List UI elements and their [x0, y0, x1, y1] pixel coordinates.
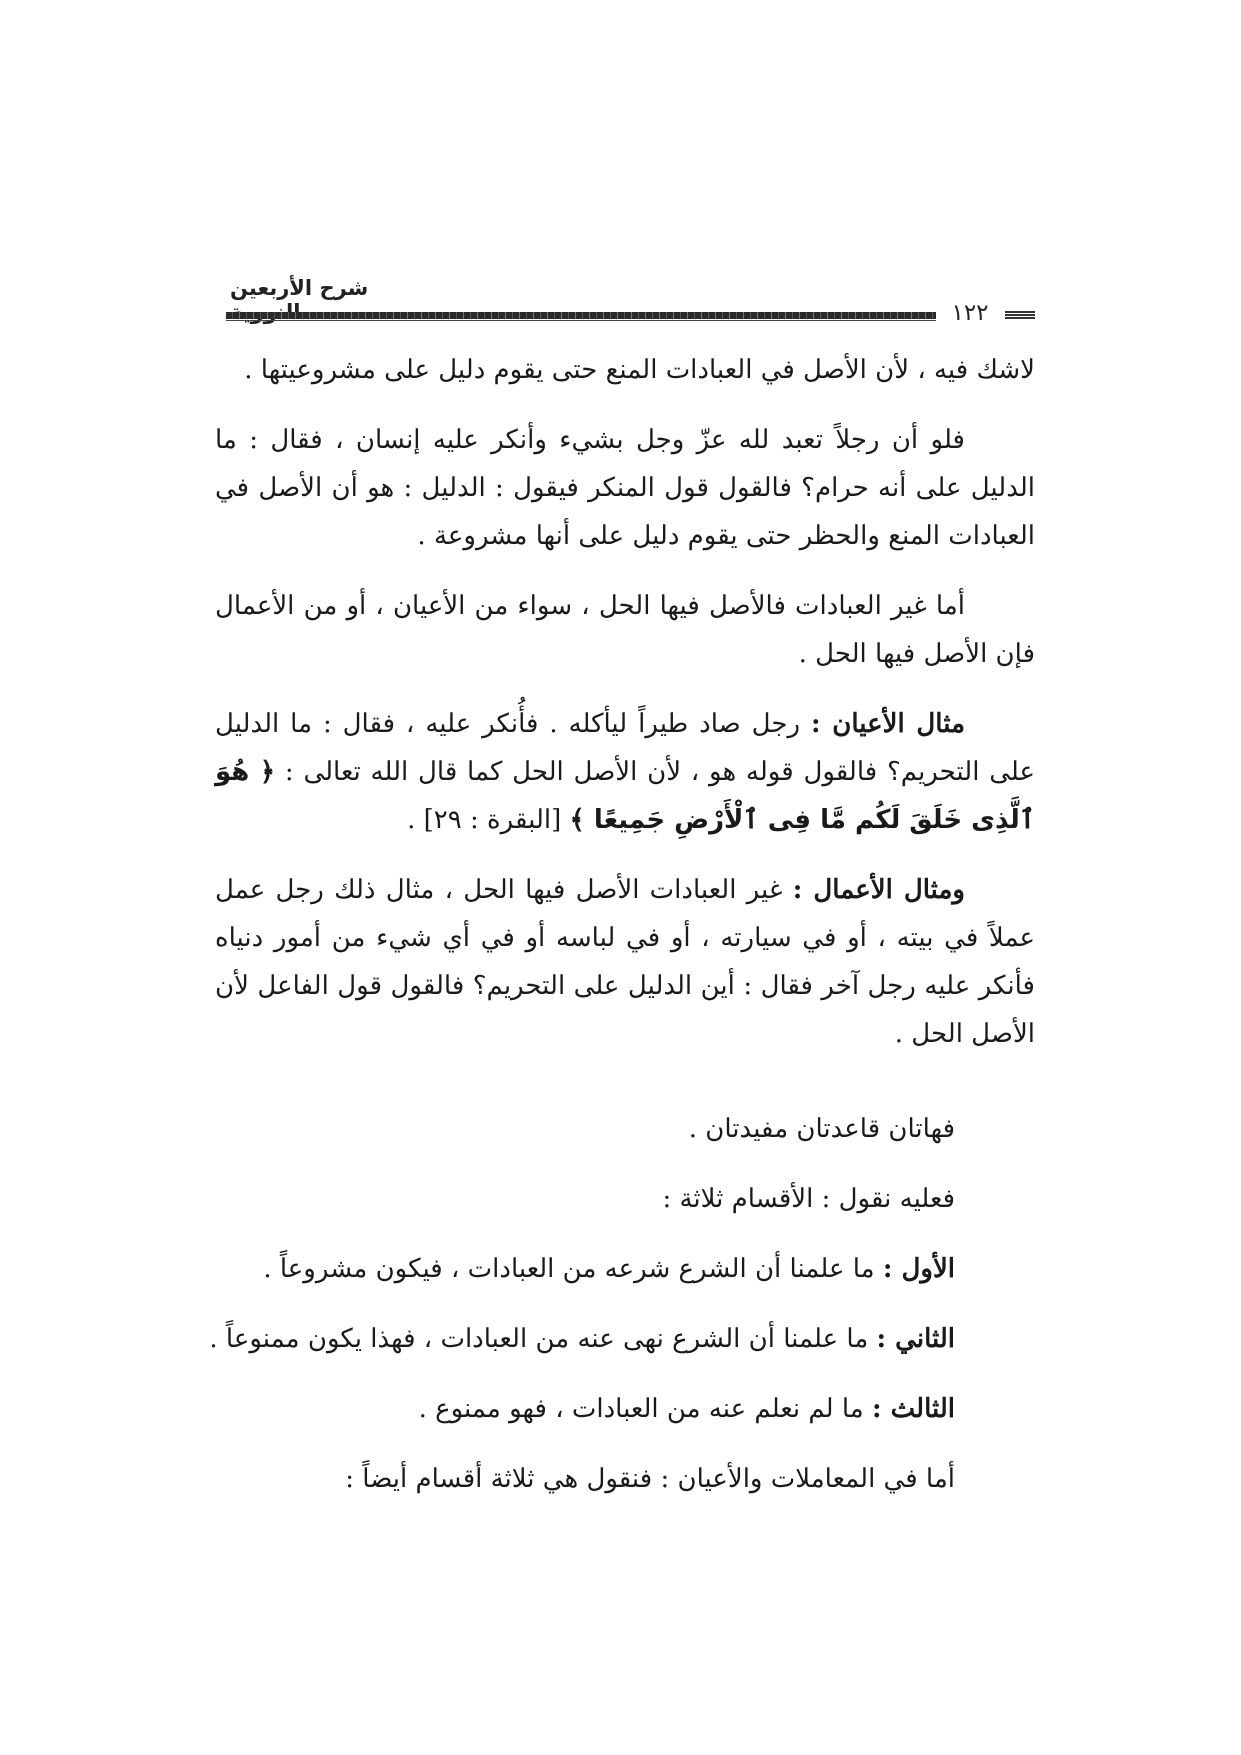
list-item-text: ما علمنا أن الشرع نهى عنه من العبادات ، فهذا يكون ممنوعاً . — [209, 1324, 877, 1354]
list-item-third — [195, 1385, 955, 1433]
list-item-text: ما لم نعلم عنه من العبادات ، فهو ممنوع . — [418, 1394, 872, 1424]
header-rule-thin — [226, 320, 936, 321]
paragraph-5-lead: ومثال الأعمال : — [792, 875, 965, 905]
paragraph-3 — [215, 582, 1035, 678]
paragraph-5 — [215, 866, 1035, 1058]
body-text — [215, 346, 1035, 1058]
header-rule-ornament — [1005, 311, 1035, 320]
quran-verse: ﴿ هُوَ ٱلَّذِى خَلَقَ لَكُم مَّا فِى ٱلْأَرْضِ جَمِيعًا ﴾ — [215, 757, 1035, 835]
list-item-label: الثاني : — [876, 1324, 955, 1354]
paragraph-3-text: أما غير العبادات فالأصل فيها الحل ، سواء من الأعيان ، أو من الأعمال فإن الأصل فيها الحل . — [215, 591, 1035, 669]
paragraph-2-text: فلو أن رجلاً تعبد لله عزّ وجل بشيء وأنكر عليه إنسان ، فقال : ما الدليل على أنه حرام؟ فالقول قول المنكر فيقول : الدليل : هو أن الأصل في العبادات المنع والحظر حتى يقوم دليل على أنها مشروعة . — [215, 425, 1035, 551]
list-item-second — [195, 1315, 955, 1363]
paragraph-5-text: غير العبادات الأصل فيها الحل ، مثال ذلك رجل عمل عملاً في بيته ، أو في سيارته ، أو في لباسه أو في أي شيء من أمور دنياه فأنكر عليه رجل آخر فقال : أين الدليل على التحريم؟ فالقول قول الفاعل لأن الأصل الحل . — [215, 875, 1035, 1049]
categories-list — [195, 1105, 955, 1525]
paragraph-1 — [215, 346, 1035, 394]
paragraph-1-text: لاشك فيه ، لأن الأصل في العبادات المنع حتى يقوم دليل على مشروعيتها . — [244, 355, 1035, 385]
list-closing: أما في المعاملات والأعيان : فنقول هي ثلاثة أقسام أيضاً : — [345, 1464, 955, 1494]
header-rule — [226, 312, 936, 319]
list-intro: فهاتان قاعدتان مفيدتان . — [688, 1114, 955, 1144]
list-lead-in: فعليه نقول : الأقسام ثلاثة : — [662, 1184, 955, 1214]
paragraph-4-lead: مثال الأعيان : — [810, 709, 965, 739]
page-number: ١٢٢ — [951, 300, 989, 326]
paragraph-2 — [215, 416, 1035, 560]
paragraph-4-text: رجل صاد طيراً ليأكله . فأُنكر عليه ، فقال : ما الدليل على التحريم؟ فالقول قوله هو ، لأن الأصل الحل كما قال الله تعالى : — [215, 709, 1035, 787]
verse-reference: [البقرة : ٢٩] . — [407, 805, 570, 835]
running-title: شرح الأربعين — [230, 276, 369, 300]
list-item-first — [195, 1245, 955, 1293]
list-item-text: ما علمنا أن الشرع شرعه من العبادات ، فيكون مشروعاً . — [263, 1254, 883, 1284]
paragraph-4 — [215, 700, 1035, 844]
list-item-label: الثالث : — [871, 1394, 955, 1424]
list-item-label: الأول : — [882, 1254, 955, 1284]
